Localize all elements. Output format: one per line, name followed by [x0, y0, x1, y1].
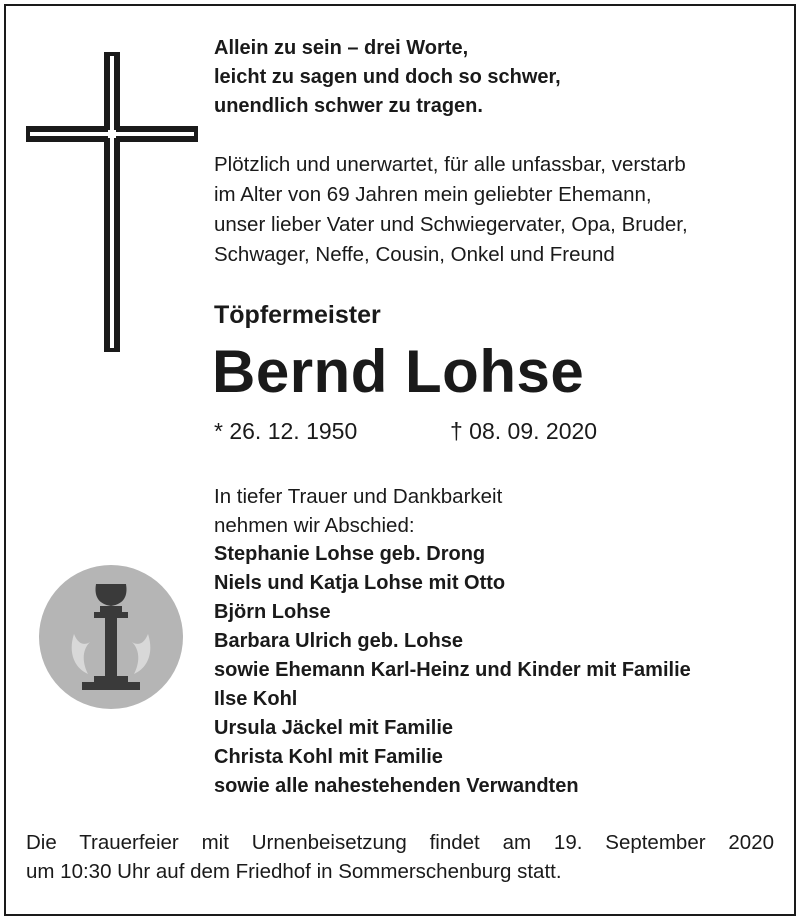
death-date: † 08. 09. 2020 — [450, 418, 598, 444]
mourning-phrase — [214, 482, 784, 540]
mourner: Barbara Ulrich geb. Lohse — [214, 630, 463, 652]
mourner: Björn Lohse — [214, 601, 331, 623]
mourning-line: In tiefer Trauer und Dankbarkeit — [214, 485, 503, 508]
life-dates — [214, 414, 784, 450]
death-notice-intro — [214, 150, 784, 270]
birth-date: * 26. 12. 1950 — [214, 418, 358, 444]
mourners-list — [214, 540, 784, 801]
mourner: Stephanie Lohse geb. Drong — [214, 543, 486, 565]
intro-line: unser lieber Vater und Schwiegervater, Opa, Bruder, — [214, 213, 688, 236]
mourner: Christa Kohl mit Familie — [214, 746, 443, 768]
mourner: Ursula Jäckel mit Familie — [214, 717, 454, 739]
urn-symbol-icon — [38, 564, 184, 710]
mourner: sowie alle nahestehenden Verwandten — [214, 775, 579, 797]
intro-line: Schwager, Neffe, Cousin, Onkel und Freund — [214, 243, 615, 266]
mourner: sowie Ehemann Karl-Heinz und Kinder mit Familie — [214, 659, 691, 681]
verse-line: Allein zu sein – drei Worte, — [214, 37, 469, 59]
service-line: Die Trauerfeier mit Urnenbeisetzung findet am 19. September 2020 — [26, 831, 774, 854]
profession: Töpfermeister — [214, 301, 381, 329]
verse-line: unendlich schwer zu tragen. — [214, 95, 483, 117]
deceased-name: Bernd Lohse — [212, 338, 585, 405]
intro-line: Plötzlich und unerwartet, für alle unfassbar, verstarb — [214, 153, 686, 176]
cross-icon — [26, 52, 198, 352]
mourning-line: nehmen wir Abschied: — [214, 514, 415, 537]
mourner: Ilse Kohl — [214, 688, 298, 710]
funeral-service-info — [26, 828, 774, 886]
mourner: Niels und Katja Lohse mit Otto — [214, 572, 506, 594]
service-line: um 10:30 Uhr auf dem Friedhof in Sommerschenburg statt. — [26, 860, 562, 883]
intro-line: im Alter von 69 Jahren mein geliebter Ehemann, — [214, 183, 652, 206]
verse-line: leicht zu sagen und doch so schwer, — [214, 66, 561, 88]
verse — [214, 34, 784, 121]
